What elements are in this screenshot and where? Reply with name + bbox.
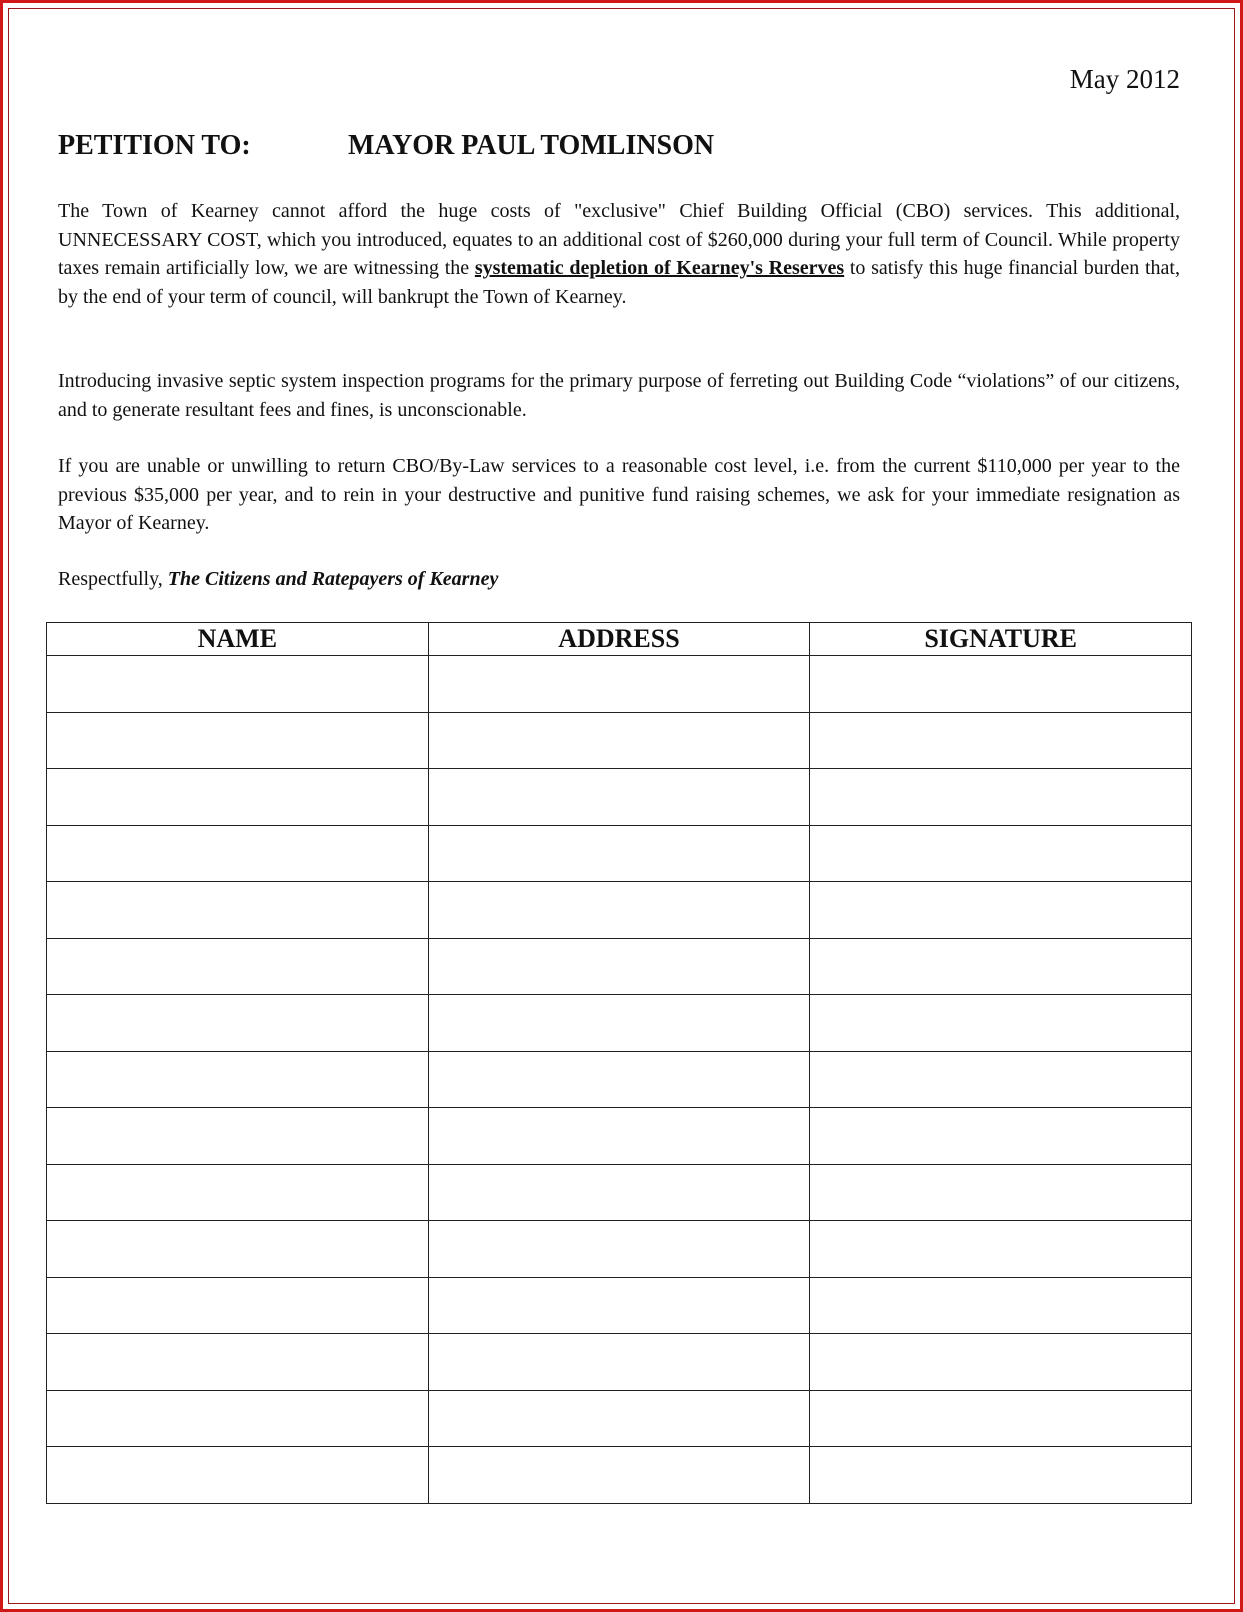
closing-signatory: The Citizens and Ratepayers of Kearney (167, 568, 499, 590)
address-cell[interactable] (428, 1221, 810, 1278)
signature-table-header (47, 623, 1192, 656)
name-cell[interactable] (47, 712, 429, 769)
address-cell[interactable] (428, 656, 810, 713)
name-cell[interactable] (47, 882, 429, 939)
address-cell[interactable] (428, 825, 810, 882)
signature-cell[interactable] (810, 712, 1192, 769)
name-cell[interactable] (47, 1334, 429, 1391)
address-cell[interactable] (428, 1277, 810, 1334)
signature-cell[interactable] (810, 825, 1192, 882)
address-cell[interactable] (428, 1334, 810, 1391)
table-row (47, 1447, 1192, 1504)
name-cell[interactable] (47, 1447, 429, 1504)
table-row (47, 1390, 1192, 1447)
column-header-signature: SIGNATURE (810, 623, 1192, 656)
name-cell[interactable] (47, 1051, 429, 1108)
address-cell[interactable] (428, 995, 810, 1052)
signature-cell[interactable] (810, 1108, 1192, 1165)
paragraph-costs (58, 197, 1180, 311)
address-cell[interactable] (428, 712, 810, 769)
paragraph-septic: Introducing invasive septic system inspection programs for the primary purpose of ferreting out Building Code “violations” of our citizens, and to generate resultant fees and fines, is unconscionable. (58, 370, 1180, 421)
column-header-address: ADDRESS (428, 623, 810, 656)
signature-cell[interactable] (810, 1221, 1192, 1278)
name-cell[interactable] (47, 1164, 429, 1221)
address-cell[interactable] (428, 1051, 810, 1108)
name-cell[interactable] (47, 769, 429, 826)
table-row (47, 1164, 1192, 1221)
signature-cell[interactable] (810, 769, 1192, 826)
column-header-name: NAME (47, 623, 429, 656)
closing-prefix: Respectfully, (58, 568, 168, 590)
table-row (47, 1108, 1192, 1165)
name-cell[interactable] (47, 1277, 429, 1334)
table-row (47, 1221, 1192, 1278)
name-cell[interactable] (47, 995, 429, 1052)
name-cell[interactable] (47, 825, 429, 882)
address-cell[interactable] (428, 882, 810, 939)
document-date: May 2012 (1069, 64, 1180, 94)
signature-cell[interactable] (810, 1277, 1192, 1334)
name-cell[interactable] (47, 938, 429, 995)
signature-cell[interactable] (810, 656, 1192, 713)
closing-line (58, 565, 1180, 594)
table-row (47, 1051, 1192, 1108)
table-row (47, 712, 1192, 769)
address-cell[interactable] (428, 938, 810, 995)
table-row (47, 769, 1192, 826)
signature-table-body (47, 656, 1192, 1504)
signature-cell[interactable] (810, 938, 1192, 995)
signature-table (46, 622, 1192, 1504)
petition-heading (58, 130, 714, 162)
address-cell[interactable] (428, 769, 810, 826)
heading-label: PETITION TO: (58, 130, 251, 161)
signature-cell[interactable] (810, 882, 1192, 939)
signature-cell[interactable] (810, 1334, 1192, 1391)
address-cell[interactable] (428, 1164, 810, 1221)
address-cell[interactable] (428, 1108, 810, 1165)
table-row (47, 938, 1192, 995)
signature-cell[interactable] (810, 1390, 1192, 1447)
signature-cell[interactable] (810, 995, 1192, 1052)
heading-recipient: MAYOR PAUL TOMLINSON (348, 130, 715, 161)
paragraph-costs-start: The Town of Kearney cannot afford the huge costs of "exclusive" Chief Building Official (CBO) services. This additional, UNNECESSARY COST, which you introduced, equates to an additional cost of $260,000 during your full term of Council. While property taxes remain artificially low, we are witnessing the (58, 200, 1180, 279)
address-cell[interactable] (428, 1390, 810, 1447)
table-row (47, 1277, 1192, 1334)
table-row (47, 825, 1192, 882)
name-cell[interactable] (47, 1390, 429, 1447)
paragraph-resignation: If you are unable or unwilling to return CBO/By-Law services to a reasonable cost level, i.e. from the current $110,000 per year to the previous $35,000 per year, and to rein in your destructive and punitive fund raising schemes, we ask for your immediate resignation as Mayor of Kearney. (58, 455, 1180, 534)
address-cell[interactable] (428, 1447, 810, 1504)
table-row (47, 882, 1192, 939)
paragraph-costs-emphasis: systematic depletion of Kearney's Reserves (474, 257, 845, 279)
name-cell[interactable] (47, 1221, 429, 1278)
signature-cell[interactable] (810, 1447, 1192, 1504)
name-cell[interactable] (47, 1108, 429, 1165)
table-row (47, 656, 1192, 713)
name-cell[interactable] (47, 656, 429, 713)
table-row (47, 995, 1192, 1052)
paragraph-costs-end: to satisfy this huge financial burden that, by the end of your term of council, will bankrupt the Town of Kearney. (58, 257, 1180, 308)
table-row (47, 1334, 1192, 1391)
signature-cell[interactable] (810, 1164, 1192, 1221)
signature-cell[interactable] (810, 1051, 1192, 1108)
